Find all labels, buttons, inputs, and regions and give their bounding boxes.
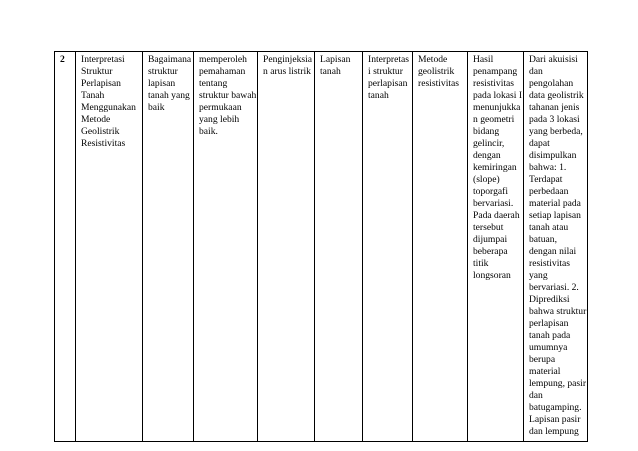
cell-text-line: bervariasi. bbox=[473, 198, 514, 209]
research-summary-table bbox=[54, 51, 588, 442]
cell-text-line: resistivitas bbox=[529, 258, 571, 269]
cell-text-line: Interpretasi bbox=[81, 54, 125, 65]
cell-text-line: struktur bbox=[148, 66, 178, 77]
cell-text-line: dapat bbox=[529, 138, 550, 149]
cell-text-line: Metode bbox=[418, 54, 448, 65]
cell-indikator bbox=[363, 52, 413, 442]
cell-kesimpulan bbox=[524, 52, 588, 442]
row-number: 2 bbox=[55, 52, 76, 442]
cell-text-line: berupa bbox=[529, 354, 556, 365]
cell-text-line: perbedaan bbox=[529, 186, 569, 197]
cell-text-line: resistivitas bbox=[473, 78, 515, 89]
cell-text-line: tahanan jenis bbox=[529, 102, 580, 113]
cell-text-line: n geometri bbox=[473, 114, 515, 125]
cell-text-line: bervariasi. 2. bbox=[529, 282, 579, 293]
cell-text-line: Metode bbox=[81, 114, 111, 125]
cell-text-line: kemiringan bbox=[473, 162, 517, 173]
cell-text-line: Tanah bbox=[81, 90, 105, 101]
cell-text-line: Menggunakan bbox=[81, 102, 136, 113]
cell-text-line: Struktur bbox=[81, 66, 113, 77]
cell-text-line: toporgafi bbox=[473, 186, 508, 197]
cell-text-line: bahwa struktur bbox=[529, 306, 587, 317]
cell-text-line: dijumpai bbox=[473, 234, 508, 245]
cell-text-line: dan bbox=[529, 390, 543, 401]
cell-text-line: tentang bbox=[199, 78, 228, 89]
cell-text-line: titik bbox=[473, 258, 489, 269]
cell-text-line: batugamping. bbox=[529, 402, 582, 413]
cell-text-line: tanah bbox=[368, 90, 389, 101]
cell-text-line: i struktur bbox=[368, 66, 403, 77]
cell-text-line: Diprediksi bbox=[529, 294, 570, 305]
cell-text-line: disimpulkan bbox=[529, 150, 577, 161]
cell-text-line: menunjukka bbox=[473, 102, 521, 113]
cell-tujuan bbox=[194, 52, 258, 442]
cell-text-line: perlapisan bbox=[368, 78, 408, 89]
cell-text-line: bidang bbox=[473, 126, 500, 137]
cell-text-line: Geolistrik bbox=[81, 126, 120, 137]
cell-text-line: Hasil bbox=[473, 54, 494, 65]
cell-text-line: n arus listrik bbox=[263, 66, 311, 77]
cell-text-line: pengolahan bbox=[529, 78, 574, 89]
cell-text-line: geolistrik bbox=[418, 66, 455, 77]
table-row bbox=[55, 52, 588, 442]
cell-hasil bbox=[468, 52, 524, 442]
cell-text-line: Lapisan bbox=[320, 54, 351, 65]
cell-text-line: baik. bbox=[199, 126, 218, 137]
cell-text-line: baik bbox=[148, 102, 165, 113]
cell-text-line: Resistivitas bbox=[81, 138, 126, 149]
cell-text-line: permukaan bbox=[199, 102, 242, 113]
cell-text-line: tanah yang bbox=[148, 90, 190, 101]
cell-text-line: Bagaimana bbox=[148, 54, 192, 65]
cell-variabel-bebas bbox=[258, 52, 315, 442]
cell-text-line: (slope) bbox=[473, 174, 500, 185]
cell-text-line: lapisan bbox=[148, 78, 176, 89]
cell-text-line: bahwa: 1. bbox=[529, 162, 567, 173]
cell-text-line: dan bbox=[529, 66, 543, 77]
cell-text-line: dan lempung bbox=[529, 426, 579, 437]
cell-text-line: dengan nilai bbox=[529, 246, 577, 257]
cell-text-line: memperoleh bbox=[199, 54, 247, 65]
cell-text-line: perlapisan bbox=[529, 318, 569, 329]
cell-text-line: yang bbox=[529, 270, 548, 281]
cell-text-line: tanah pada bbox=[529, 330, 571, 341]
cell-text-line: Penginjeksia bbox=[263, 54, 313, 65]
cell-text-line: pada 3 lokasi bbox=[529, 114, 580, 125]
cell-text-line: longsoran bbox=[473, 270, 511, 281]
cell-text-line: tanah atau bbox=[529, 222, 569, 233]
cell-text-line: Terdapat bbox=[529, 174, 563, 185]
cell-text-line: Lapisan pasir bbox=[529, 414, 581, 425]
cell-text-line: pada lokasi I bbox=[473, 90, 523, 101]
cell-text-line: dengan bbox=[473, 150, 501, 161]
cell-text-line: yang berbeda, bbox=[529, 126, 583, 137]
cell-text-line: gelincir, bbox=[473, 138, 505, 149]
cell-text-line: material bbox=[529, 366, 561, 377]
cell-text-line: data geolistrik bbox=[529, 90, 584, 101]
cell-text-line: Pada daerah bbox=[473, 210, 520, 221]
cell-judul bbox=[76, 52, 143, 442]
cell-text-line: tersebut bbox=[473, 222, 504, 233]
cell-rumusan-masalah bbox=[143, 52, 194, 442]
cell-text-line: tanah bbox=[320, 66, 341, 77]
cell-text-line: umumnya bbox=[529, 342, 568, 353]
cell-variabel-terikat bbox=[315, 52, 363, 442]
cell-text-line: Dari akuisisi bbox=[529, 54, 578, 65]
cell-text-line: batuan, bbox=[529, 234, 557, 245]
cell-text-line: lempung, pasir bbox=[529, 378, 587, 389]
cell-metode bbox=[413, 52, 468, 442]
cell-text-line: Perlapisan bbox=[81, 78, 121, 89]
cell-text-line: penampang bbox=[473, 66, 518, 77]
cell-text-line: resistivitas bbox=[418, 78, 460, 89]
cell-text-line: struktur bawah bbox=[199, 90, 257, 101]
cell-text-line: setiap lapisan bbox=[529, 210, 581, 221]
cell-text-line: yang lebih bbox=[199, 114, 240, 125]
cell-text-line: pemahaman bbox=[199, 66, 246, 77]
cell-text-line: Interpretas bbox=[368, 54, 410, 65]
cell-text-line: material pada bbox=[529, 198, 581, 209]
cell-text-line: beberapa bbox=[473, 246, 508, 257]
